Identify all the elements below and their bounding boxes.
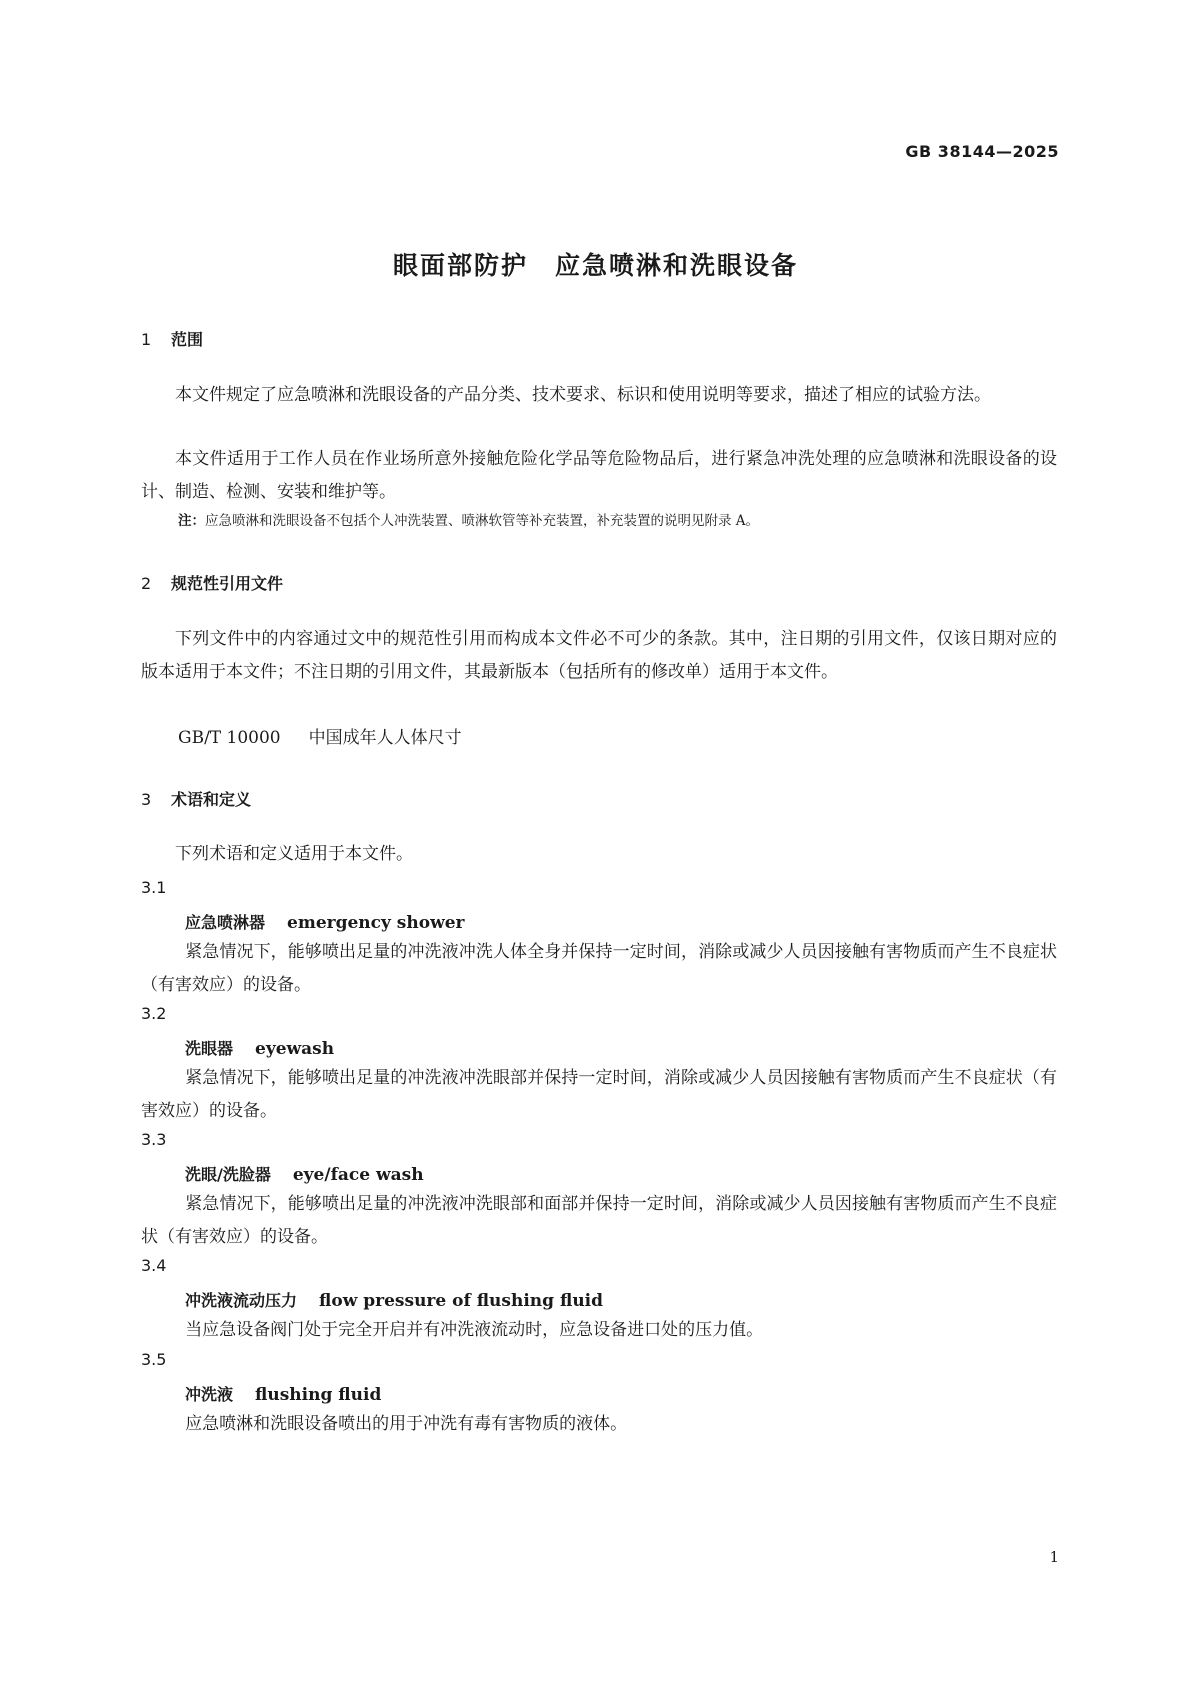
term-definition: 紧急情况下，能够喷出足量的冲洗液冲洗人体全身并保持一定时间，消除或减少人员因接触有害物质而产生不良症状（有害效应）的设备。 bbox=[141, 942, 1057, 995]
term-name-zh: 洗眼/洗脸器 bbox=[185, 1165, 271, 1184]
section-3-heading bbox=[141, 787, 251, 810]
term-name bbox=[185, 1162, 424, 1185]
term-definition: 紧急情况下，能够喷出足量的冲洗液冲洗眼部并保持一定时间，消除或减少人员因接触有害物质而产生不良症状（有害效应）的设备。 bbox=[141, 1068, 1057, 1121]
standard-code: GB 38144—2025 bbox=[905, 142, 1059, 161]
term-definition: 当应急设备阀门处于完全开启并有冲洗液流动时，应急设备进口处的压力值。 bbox=[185, 1320, 764, 1340]
term-number: 3.5 bbox=[141, 1350, 167, 1369]
section-1-number: 1 bbox=[141, 330, 152, 349]
term-name-zh: 洗眼器 bbox=[185, 1039, 234, 1058]
section-1-heading bbox=[141, 327, 203, 350]
term-name bbox=[185, 910, 464, 933]
document-title: 眼面部防护 应急喷淋和洗眼设备 bbox=[392, 251, 798, 280]
section-3-number: 3 bbox=[141, 790, 152, 809]
reference-title: 中国成年人人体尺寸 bbox=[308, 728, 462, 748]
term-name-en: flow pressure of flushing fluid bbox=[319, 1291, 604, 1311]
term-definition: 紧急情况下，能够喷出足量的冲洗液冲洗眼部和面部并保持一定时间，消除或减少人员因接触有害物质而产生不良症状（有害效应）的设备。 bbox=[141, 1194, 1057, 1247]
section-2-number: 2 bbox=[141, 574, 152, 593]
term-name-en: eyewash bbox=[255, 1039, 335, 1059]
section-2-paragraph: 下列文件中的内容通过文中的规范性引用而构成本文件必不可少的条款。其中，注日期的引用文件，仅该日期对应的版本适用于本文件；不注日期的引用文件，其最新版本（包括所有的修改单）适用于本文件。 bbox=[141, 629, 1057, 682]
term-number: 3.1 bbox=[141, 878, 167, 897]
term-name-en: flushing fluid bbox=[255, 1385, 382, 1405]
page-number: 1 bbox=[1049, 1548, 1059, 1566]
note-text: 应急喷淋和洗眼设备不包括个人冲洗装置、喷淋软管等补充装置，补充装置的说明见附录 A。 bbox=[205, 513, 760, 529]
section-1-title: 范围 bbox=[171, 330, 204, 349]
term-number: 3.3 bbox=[141, 1130, 167, 1149]
section-2-heading bbox=[141, 571, 283, 594]
section-1-paragraph-2: 本文件适用于工作人员在作业场所意外接触危险化学品等危险物品后，进行紧急冲洗处理的应急喷淋和洗眼设备的设计、制造、检测、安装和维护等。 bbox=[141, 449, 1057, 502]
term-name bbox=[185, 1288, 603, 1311]
term-name bbox=[185, 1036, 334, 1059]
section-3-intro: 下列术语和定义适用于本文件。 bbox=[175, 844, 413, 864]
section-1-paragraph-1: 本文件规定了应急喷淋和洗眼设备的产品分类、技术要求、标识和使用说明等要求，描述了相应的试验方法。 bbox=[175, 385, 991, 405]
term-name-en: emergency shower bbox=[287, 913, 465, 933]
term-name-en: eye/face wash bbox=[292, 1165, 424, 1185]
term-name-zh: 冲洗液流动压力 bbox=[185, 1291, 298, 1310]
section-3-title: 术语和定义 bbox=[171, 790, 252, 809]
term-number: 3.2 bbox=[141, 1004, 167, 1023]
note-label: 注： bbox=[178, 513, 205, 529]
term-name-zh: 应急喷淋器 bbox=[185, 913, 266, 932]
term-name-zh: 冲洗液 bbox=[185, 1385, 234, 1404]
section-2-title: 规范性引用文件 bbox=[171, 574, 284, 593]
normative-reference bbox=[178, 723, 462, 748]
section-1-note bbox=[178, 510, 1058, 532]
reference-code: GB/T 10000 bbox=[178, 728, 281, 748]
term-name bbox=[185, 1382, 381, 1405]
term-definition: 应急喷淋和洗眼设备喷出的用于冲洗有毒有害物质的液体。 bbox=[185, 1414, 628, 1434]
term-number: 3.4 bbox=[141, 1256, 167, 1275]
